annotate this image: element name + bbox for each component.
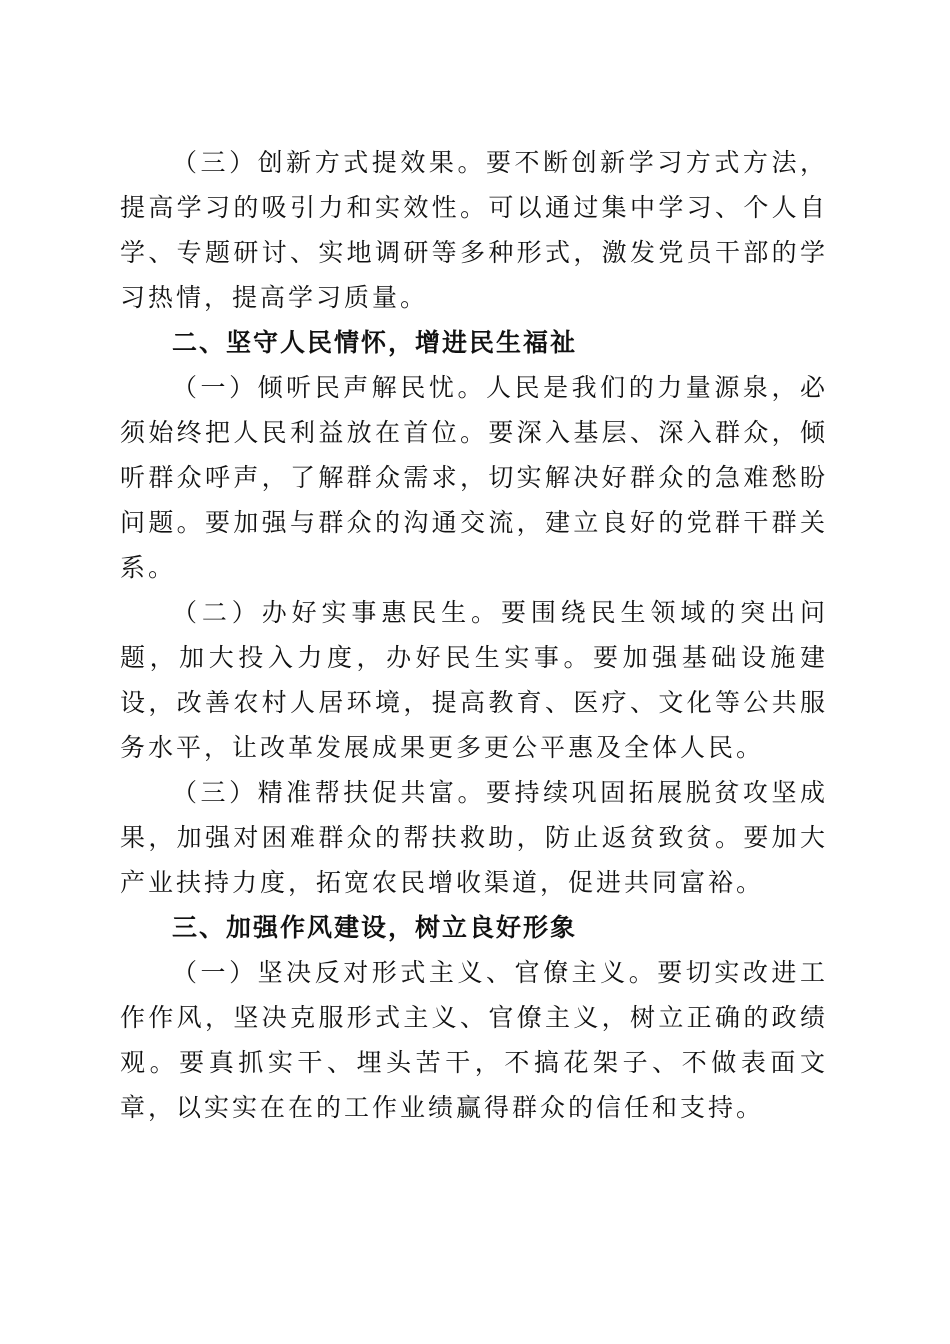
paragraph-lead: （三）精准帮扶促共富。 [172,778,486,807]
paragraph-text: 人民是我们的力量源泉，必须始终把人民利益放在首位。要深入基层、深入群众，倾听群众呼声，了解群众需求，切实解决好群众的急难愁盼问题。要加强与群众的沟通交流，建立良好的党群干群关系。 [120,373,828,582]
paragraph-practical-matters [120,590,828,770]
paragraph-lead: （一）倾听民声解民忧。 [172,373,486,402]
paragraph-text: 要切实改进工作作风，坚决克服形式主义、官僚主义，树立正确的政绩观。要真抓实干、埋头苦干，不搞花架子、不做表面文章，以实实在在的工作业绩赢得群众的信任和支持。 [120,958,828,1122]
paragraph-listen-people [120,365,828,590]
paragraph-oppose-formalism [120,950,828,1130]
paragraph-lead: （二）办好实事惠民生。 [172,598,501,627]
paragraph-text: 要持续巩固拓展脱贫攻坚成果，加强对困难群众的帮扶救助，防止返贫致贫。要加大产业扶持力度，拓宽农民增收渠道，促进共同富裕。 [120,778,828,897]
paragraph-innovate-methods [120,140,828,320]
section-heading-2: 二、坚守人民情怀，增进民生福祉 [172,328,578,357]
paragraph-text: 要不断创新学习方式方法，提高学习的吸引力和实效性。可以通过集中学习、个人自学、专题研讨、实地调研等多种形式，激发党员干部的学习热情，提高学习质量。 [120,148,828,312]
paragraph-text: 要围绕民生领域的突出问题，加大投入力度，办好民生实事。要加强基础设施建设，改善农村人居环境，提高教育、医疗、文化等公共服务水平，让改革发展成果更多更公平惠及全体人民。 [120,598,828,762]
paragraph-targeted-assistance [120,770,828,905]
document-page [120,140,828,1130]
paragraph-lead: （一）坚决反对形式主义、官僚主义。 [172,958,658,987]
paragraph-lead: （三）创新方式提效果。 [172,148,486,177]
section-heading-3: 三、加强作风建设，树立良好形象 [172,913,578,942]
